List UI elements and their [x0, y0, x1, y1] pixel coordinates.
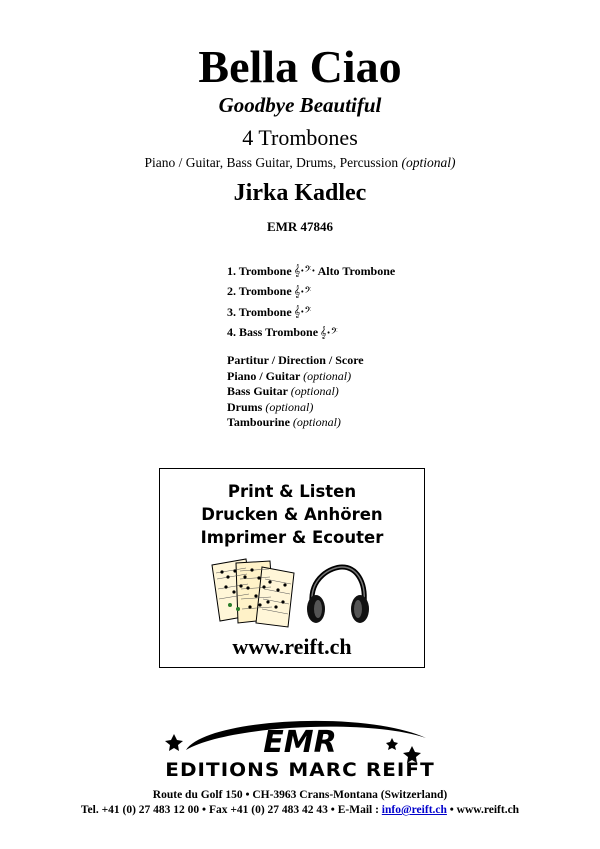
score-note: (optional) [265, 399, 314, 414]
score-item [227, 415, 364, 431]
part-item [227, 323, 395, 344]
treble-clef-icon: 𝄞 [293, 284, 300, 298]
part-label: 3. Trombone [227, 304, 292, 319]
accompaniment-note: (optional) [401, 155, 456, 170]
score-label: Drums [227, 399, 263, 414]
accompaniment-text: Piano / Guitar, Bass Guitar, Drums, Percussion [144, 155, 399, 170]
publisher-address: Route du Golf 150 • CH-3963 Crans-Montana (Switzerland) [152, 789, 448, 801]
email-link[interactable]: info@reift.ch [381, 804, 447, 816]
clef-icons: 𝄞•𝄢 [293, 284, 311, 298]
bass-clef-icon: 𝄢 [330, 325, 337, 339]
promo-line-french: Imprimer & Ecouter [200, 528, 384, 547]
composer-name: Jirka Kadlec [233, 180, 367, 206]
parts-list [227, 261, 395, 343]
bass-clef-icon: 𝄢 [304, 305, 311, 319]
score-item [227, 369, 364, 385]
bass-clef-icon: 𝄢 [304, 284, 311, 298]
promo-line-english: Print & Listen [227, 482, 357, 501]
sheet-music-icon [208, 557, 300, 629]
part-item [227, 261, 395, 282]
logo-letters: EMR [263, 725, 337, 760]
bass-clef-icon: 𝄢 [304, 264, 311, 278]
treble-clef-icon: 𝄞 [293, 305, 300, 319]
score-list [227, 353, 364, 431]
part-suffix: Alto Trombone [317, 263, 396, 278]
score-note: (optional) [303, 368, 352, 383]
catalog-number: EMR 47846 [266, 219, 334, 234]
clef-icons: 𝄞•𝄢 [320, 325, 337, 339]
score-note: (optional) [292, 415, 341, 430]
part-item [227, 302, 395, 323]
accompaniment-line [0, 154, 600, 172]
publisher-contact [0, 803, 600, 818]
page-subtitle: Goodbye Beautiful [218, 93, 382, 117]
print-listen-box [159, 468, 425, 668]
part-label: 4. Bass Trombone [227, 325, 319, 340]
treble-clef-icon: 𝄞 [293, 264, 300, 278]
page-title: Bella Ciao [198, 41, 402, 92]
publisher-name: EDITIONS MARC REIFT [165, 759, 435, 781]
score-note: (optional) [290, 384, 339, 399]
clef-icons: 𝄞•𝄢 [293, 305, 311, 319]
score-item [227, 384, 364, 400]
score-item [227, 400, 364, 416]
promo-url[interactable]: www.reift.ch [232, 634, 352, 659]
ensemble-label: 4 Trombones [242, 125, 358, 150]
score-label: Tambourine [227, 415, 290, 430]
part-label: 2. Trombone [227, 284, 292, 299]
score-item [227, 353, 364, 369]
contact-suffix: • www.reift.ch [449, 804, 520, 816]
clef-icons: 𝄞•𝄢• [293, 264, 315, 278]
promo-line-german: Drucken & Anhören [201, 505, 383, 524]
contact-prefix: Tel. +41 (0) 27 483 12 00 • Fax +41 (0) 27 483 42 43 • E-Mail : [80, 804, 379, 816]
part-item [227, 282, 395, 303]
part-label: 1. Trombone [227, 263, 292, 278]
treble-clef-icon: 𝄞 [320, 325, 326, 339]
score-label: Partitur / Direction / Score [227, 353, 364, 367]
score-label: Bass Guitar [227, 384, 288, 399]
score-label: Piano / Guitar [227, 368, 301, 383]
headphones-icon [302, 563, 372, 627]
